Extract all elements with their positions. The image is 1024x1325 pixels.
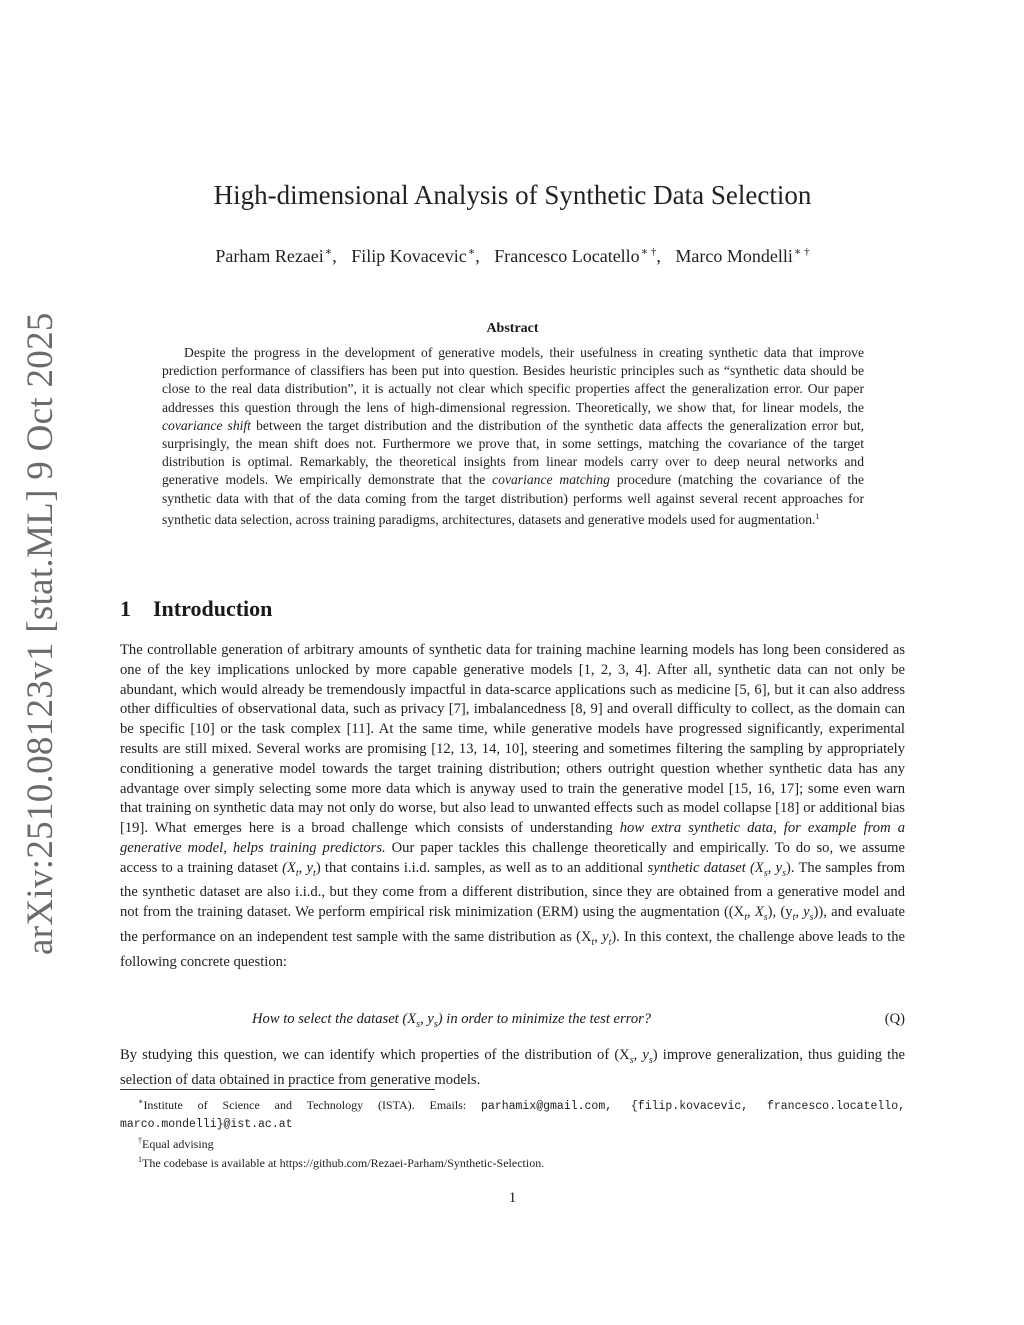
footnote-rule xyxy=(120,1089,435,1090)
footnotes xyxy=(120,1094,905,1171)
intro-paragraph-1: The controllable generation of arbitrary amounts of synthetic data for training machine learning models has long been considered as one of the key implications unlocked by more capable generative models [1, 2, 3, 4]. After all, synthetic data can not only be abundant, which would already be tremendously impactful in data-scarce applications such as medicine [5, 6], but it can also address other difficulties of observational data, such as privacy [7], imbalancedness [8, 9] and overall difficulty to collect, as the domain can be specific [10] or the task complex [11]. At the same time, while generative models have progressed significantly, experimental results are still mixed. Several works are promising [12, 13, 14, 10], steering and sometimes filtering the sampling by appropriately conditioning a generative model towards the target training distribution; others outright question whether synthetic data has any advantage over simply selecting some more data which is anyway used to train the generative model [15, 16, 17]; some even warn that training on synthetic data may not only do worse, but also lead to unwanted effects such as model collapse [18] or additional bias [19]. What emerges here is a broad challenge which consists of understanding how extra synthetic data, for example from a generative model, helps training predictors. Our paper tackles this challenge theoretically and empirically. To do so, we assume access to a training dataset ($X_t$, $y_t$) that contains i.i.d. samples, as well as to an additional synthetic dataset ($X_s$, $y_s$). The samples from the synthetic dataset are also i.i.d., but they come from a different distribution, since they are obtained from a generative model and not from the training dataset. We perform empirical risk minimization (ERM) using the augmentation (($X_t$, $X_s$), ($y_t$, $y_s$)), and evaluate the performance on an independent test sample with the same distribution as ($X_t$, $y_t$). In this context, the challenge above leads to the following concrete question: xyxy=(120,642,906,970)
abstract-heading: Abstract xyxy=(486,321,539,336)
page-number: 1 xyxy=(508,1190,517,1206)
arxiv-identifier: arXiv:2510.08123v1 [stat.ML] 9 Oct 2025 xyxy=(20,312,61,955)
footnote-ref-1: 1 xyxy=(815,511,820,521)
section-heading-introduction: 1 Introduction xyxy=(120,596,273,621)
paper-title: High-dimensional Analysis of Synthetic Data Selection xyxy=(213,180,812,210)
footnote-equal-advising: †Equal advising xyxy=(138,1136,214,1151)
author-list xyxy=(120,245,905,267)
author-3: Francesco Locatello∗ †, xyxy=(494,246,661,266)
abstract-text: Despite the progress in the development of generative models, their usefulness in creating synthetic data that improve prediction performance of classifiers has been put into question. Besides heuristic principles such as “synthetic data should be close to the real data distribution”, it is actually not clear which specific properties affect the generalization error. Our paper addresses this question through the lens of high-dimensional regression. Theoretically, we show that, for linear models, the covariance shift between the target distribution and the distribution of the synthetic data affects the generalization error but, surprisingly, the mean shift does not. Furthermore we prove that, in some settings, matching the covariance of the target distribution is optimal. Remarkably, the theoretical insights from linear models carry over to deep neural networks and generative models. We empirically demonstrate that the covariance matching procedure (matching the covariance of the synthetic data with that of the data coming from the target distribution) performs well against several recent approaches for synthetic data selection, across training paradigms, architectures, datasets and generative models used for augmentation.$^1$ xyxy=(162,345,864,527)
footnote-codebase: $^1$The codebase is available at https://github.com/Rezaei-Parham/Synthetic-Selection. xyxy=(138,1155,545,1170)
footnote-affiliation: ∗Institute of Science and Technology (ISTA). Emails: parhamix@gmail.com, {filip.kovacevic, francesco.locatello, marco.mondelli}@ist.ac.at xyxy=(120,1097,905,1131)
author-4: Marco Mondelli∗ † xyxy=(675,246,810,266)
author-2: Filip Kovacevic∗, xyxy=(351,246,480,266)
question-tag: (Q) xyxy=(884,1011,905,1027)
author-1: Parham Rezaei∗, xyxy=(215,246,337,266)
intro-paragraph-2: By studying this question, we can identify which properties of the distribution of ($X_s$, $y_s$) improve generalization, thus guiding the selection of data obtained in practice from generative models. xyxy=(120,1047,905,1088)
